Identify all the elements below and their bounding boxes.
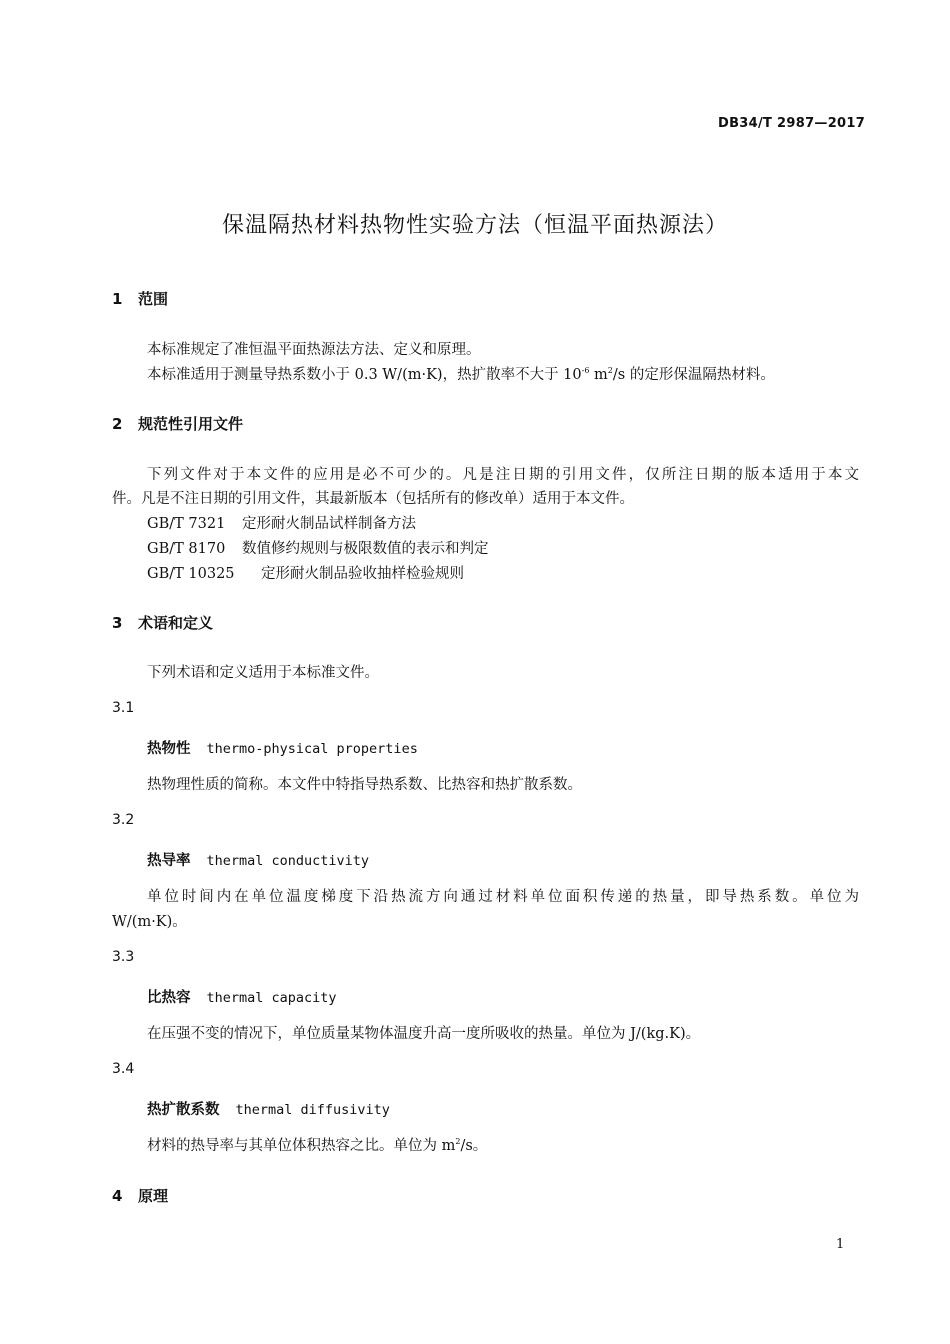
reference-code: GB/T 7321 — [147, 516, 226, 532]
reference-item — [147, 512, 416, 533]
term-definition-line-2: W/(m·K)。 — [112, 914, 187, 930]
term-zh: 热扩散系数 — [147, 1102, 220, 1118]
reference-title: 定形耐火制品试样制备方法 — [242, 516, 416, 532]
term-en: thermal capacity — [206, 990, 337, 1006]
scope-paragraph-2 — [147, 363, 775, 384]
exponent: 2 — [607, 366, 613, 376]
exponent: 2 — [455, 1137, 461, 1147]
references-intro-line-2: 件。凡是不注日期的引用文件，其最新版本（包括所有的修改单）适用于本文件。 — [112, 491, 634, 507]
term-definition-line-1: 单位时间内在单位温度梯度下沿热流方向通过材料单位面积传递的热量，即导热系数。单位为 — [147, 889, 859, 905]
reference-code: GB/T 8170 — [147, 541, 226, 557]
clause-number: 3.3 — [112, 949, 135, 965]
term-en: thermo-physical properties — [206, 741, 418, 757]
reference-item — [147, 537, 489, 558]
term-en: thermal diffusivity — [235, 1102, 390, 1118]
section-4-heading — [112, 1185, 168, 1206]
term-zh: 热物性 — [147, 741, 191, 757]
term-zh: 比热容 — [147, 990, 191, 1006]
document-code: DB34/T 2987—2017 — [718, 116, 866, 131]
reference-code: GB/T 10325 — [147, 566, 235, 582]
term-definition: 热物理性质的简称。本文件中特指导热系数、比热容和热扩散系数。 — [147, 777, 582, 793]
section-3-heading — [112, 612, 213, 633]
section-number: 3 — [112, 614, 123, 632]
section-2-heading — [112, 413, 243, 434]
scope-text-end: /s 的定形保温隔热材料。 — [612, 367, 775, 383]
section-number: 4 — [112, 1187, 123, 1205]
scope-text: 本标准适用于测量导热系数小于 0.3 W/(m·K)，热扩散率不大于 10 — [147, 367, 582, 383]
clause-number: 3.4 — [112, 1061, 135, 1077]
definition-text: 材料的热导率与其单位体积热容之比。单位为 m — [147, 1138, 456, 1154]
section-number: 1 — [112, 290, 123, 308]
document-title: 保温隔热材料热物性实验方法（恒温平面热源法） — [221, 213, 728, 238]
clause-number: 3.2 — [112, 812, 135, 828]
page-number: 1 — [836, 1237, 845, 1252]
scope-unit: m — [589, 367, 608, 383]
scope-paragraph-1: 本标准规定了准恒温平面热源法方法、定义和原理。 — [147, 342, 481, 358]
reference-title: 定形耐火制品验收抽样检验规则 — [261, 566, 464, 582]
term-entry — [147, 737, 418, 758]
clause-number: 3.1 — [112, 700, 135, 716]
section-title: 规范性引用文件 — [138, 415, 244, 433]
term-entry — [147, 1098, 390, 1119]
section-1-heading — [112, 288, 168, 309]
reference-title: 数值修约规则与极限数值的表示和判定 — [242, 541, 489, 557]
term-entry — [147, 986, 337, 1007]
section-number: 2 — [112, 415, 123, 433]
term-zh: 热导率 — [147, 853, 191, 869]
section-title: 术语和定义 — [138, 614, 214, 632]
section-title: 原理 — [138, 1187, 169, 1205]
term-en: thermal conductivity — [206, 853, 370, 869]
reference-item — [147, 562, 464, 583]
definition-text-end: /s。 — [460, 1138, 488, 1154]
exponent: -6 — [581, 366, 590, 376]
references-intro-line-1: 下列文件对于本文件的应用是必不可少的。凡是注日期的引用文件，仅所注日期的版本适用于本文 — [147, 467, 859, 483]
section-title: 范围 — [138, 290, 169, 308]
term-definition: 在压强不变的情况下，单位质量某物体温度升高一度所吸收的热量。单位为 J/(kg.K)。 — [147, 1026, 701, 1042]
term-definition — [147, 1134, 487, 1155]
terms-intro: 下列术语和定义适用于本标准文件。 — [147, 665, 379, 681]
term-entry — [147, 849, 369, 870]
